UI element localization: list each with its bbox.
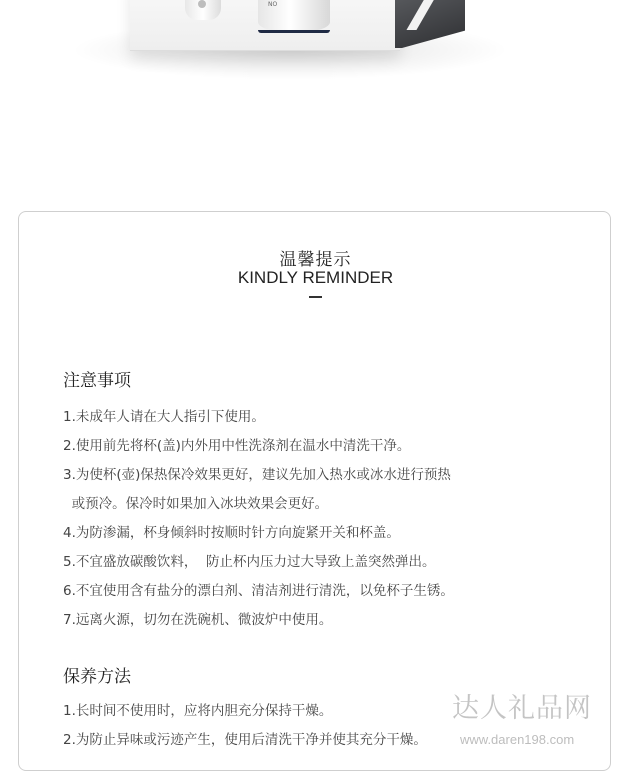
care-item: 2.为防止异味或污迹产生，使用后清洗干净并使其充分干燥。: [63, 732, 427, 748]
notes-item: 5.不宜盛放碳酸饮料， 防止杯内压力过大导致上盖突然弹出。: [63, 554, 436, 570]
reminder-title-cn: 温馨提示: [279, 250, 352, 270]
notes-item: 1.未成年人请在大人指引下使用。: [63, 409, 265, 425]
reminder-title-en: KINDLY REMINDER: [237, 268, 394, 287]
watermark-brand: 达人礼品网: [452, 693, 592, 724]
large-bottle-band: [258, 30, 330, 33]
notes-item: 3.为使杯(壶)保热保冷效果更好，建议先加入热水或冰水进行预热: [63, 467, 451, 483]
care-heading: 保养方法: [63, 667, 131, 687]
watermark-url: www.daren198.com: [460, 732, 575, 747]
care-item: 1.长时间不使用时，应将内胆充分保持干燥。: [63, 703, 333, 719]
large-bottle-print: NO: [268, 1, 278, 8]
title-divider: [309, 296, 322, 298]
notes-item: 4.为防渗漏，杯身倾斜时按顺时针方向旋紧开关和杯盖。: [63, 525, 400, 541]
notes-heading: 注意事项: [63, 371, 131, 391]
small-bottle-logo: [198, 0, 206, 8]
product-photo: [0, 0, 631, 90]
notes-item: 2.使用前先将杯(盖)内外用中性洗涤剂在温水中清洗干净。: [63, 438, 411, 454]
notes-item: 或预冷。保冷时如果加入冰块效果会更好。: [63, 496, 329, 512]
notes-item: 7.远离火源，切勿在洗碗机、微波炉中使用。: [63, 612, 333, 628]
notes-item: 6.不宜使用含有盐分的漂白剂、清洁剂进行清洗，以免杯子生锈。: [63, 583, 454, 599]
